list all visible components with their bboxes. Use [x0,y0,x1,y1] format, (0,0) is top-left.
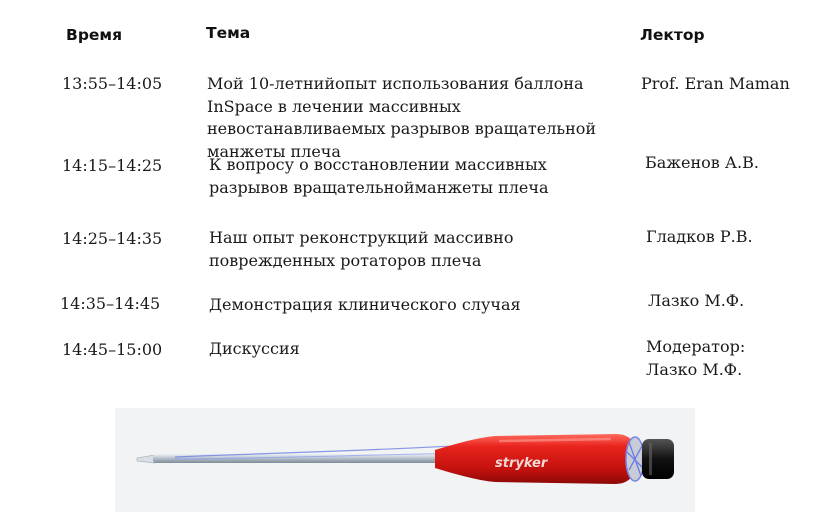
row-1-lector: Prof. Eran Maman [641,74,790,93]
row-2-lector: Баженов А.В. [645,153,759,172]
row-4-topic: Демонстрация клинического случая [209,295,521,314]
row-1-time: 13:55–14:05 [62,74,163,93]
row-5-time: 14:45–15:00 [62,340,163,359]
row-3-time: 14:25–14:35 [62,229,163,248]
row-4-lector: Лазко М.Ф. [648,291,745,310]
row-3-lector: Гладков Р.В. [646,227,753,246]
row-2-topic: К вопросу о восстановлении массивных разрывов вращательнойманжеты плеча [209,155,549,197]
row-3-topic: Наш опыт реконструкций массивно поврежденных ротаторов плеча [209,228,514,270]
header-lector: Лектор [640,26,705,44]
stryker-instrument-image [115,408,695,512]
row-2-time: 14:15–14:25 [62,156,163,175]
header-time: Время [66,26,123,44]
instrument-end-cap [642,439,674,479]
header-topic: Тема [206,24,251,42]
row-5-topic: Дискуссия [209,339,300,358]
row-5-lector: Модератор: Лазко М.Ф. [646,337,746,379]
row-4-time: 14:35–14:45 [60,294,161,313]
stryker-logo: stryker [495,456,548,471]
row-1-topic: Мой 10-летнийопыт использования баллона InSpace в лечении массивных невостанавливаемых разрывов вращательной манжеты плеча [207,74,597,161]
product-image [115,408,695,512]
